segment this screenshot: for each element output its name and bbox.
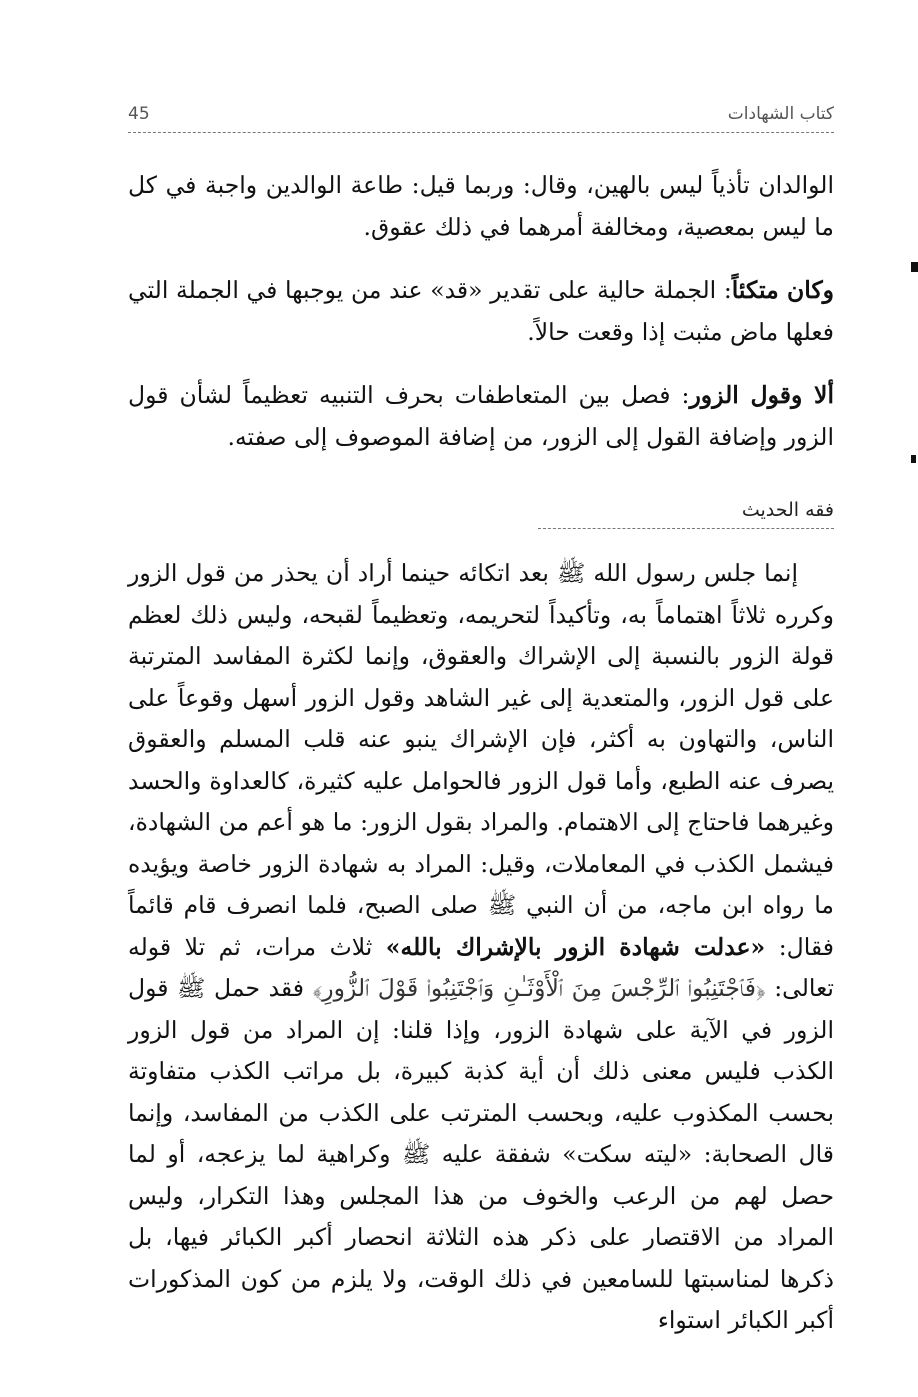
margin-mark [911, 262, 918, 272]
page-number: 45 [128, 104, 150, 124]
page-header [128, 98, 834, 133]
paragraph-2 [128, 270, 834, 353]
paragraph-lead: ألا وقول الزور [689, 381, 834, 409]
page-body [128, 165, 834, 1364]
paragraph-text: : فصل بين المتعاطفات بحرف التنبيه تعظيماً لشأن قول الزور وإضافة القول إلى الزور، من إضافة الموصوف إلى صفته. [128, 381, 834, 451]
quran-verse: ﴿فَٱجْتَنِبُوا۟ ٱلرِّجْسَ مِنَ ٱلْأَوْثَـٰنِ وَٱجْتَنِبُوا۟ قَوْلَ ٱلزُّورِ﴾ [312, 974, 766, 1002]
section-title: فقه الحديث [538, 496, 834, 529]
paragraph-text: الوالدان تأذياً ليس بالهين، وقال: وربما قيل: طاعة الوالدين واجبة في كل ما ليس بمعصية، ومخالفة أمرهما في ذلك عقوق. [128, 171, 834, 241]
paragraph-3 [128, 375, 834, 458]
hadith-quote: «عدلت شهادة الزور بالإشراك بالله» [385, 932, 766, 961]
section-text-part-1: إنما جلس رسول الله ﷺ بعد اتكائه حينما أراد أن يحذر من قول الزور وكرره ثلاثاً اهتماماً به، وتأكيداً لتحريمه، وتعظيماً لقبحه، وليس ذلك لعظم قولة الزور بالنسبة إلى الإشراك والعقوق، وإنما لكثرة المفاسد المترتبة على قول الزور، والمتعدية إلى غير الشاهد وقول الزور أسهل وقوعاً على الناس، والتهاون به أكثر، فإن الإشراك ينبو عنه قلب المسلم والعقوق يصرف عنه الطبع، وأما قول الزور فالحوامل عليه كثيرة، كالعداوة والحسد وغيرهما فاحتاج إلى الاهتمام. والمراد بقول الزور: ما هو أعم من الشهادة، فيشمل الكذب في المعاملات، وقيل: المراد به شهادة الزور خاصة ويؤيده ما رواه ابن ماجه، من أن النبي ﷺ صلى الصبح، فلما انصرف قام قائماً فقال: [128, 559, 835, 961]
paragraph-1 [128, 165, 834, 248]
section-paragraph [128, 553, 834, 1342]
section-text-part-3: فقد حمل ﷺ قول الزور في الآية على شهادة الزور، وإذا قلنا: إن المراد من قول الزور الكذب فليس معنى ذلك أن أية كذبة كبيرة، بل مراتب الكذب متفاوتة بحسب المكذوب عليه، وبحسب المترتب على الكذب من المفاسد، وإنما قال الصحابة: «ليته سكت» شفقة عليه ﷺ وكراهية لما يزعجه، أو لما حصل لهم من الرعب والخوف من هذا المجلس وهذا التكرار، وليس المراد من الاقتصار على ذكر هذه الثلاثة انحصار أكبر الكبائر فيها، بل ذكرها لمناسبتها للسامعين في ذلك الوقت، ولا يلزم من كون المذكورات أكبر الكبائر استواء [128, 974, 834, 1334]
section-text-part-2: ثلاث مرات، ثم تلا قوله تعالى: [128, 932, 834, 1002]
book-title: كتاب الشهادات [727, 104, 834, 124]
margin-mark [911, 455, 916, 463]
paragraph-text: : الجملة حالية على تقدير «قد» عند من يوجبها في الجملة التي فعلها ماض مثبت إذا وقعت حالاً. [128, 276, 834, 346]
paragraph-lead: وكان متكئاً [731, 276, 834, 304]
